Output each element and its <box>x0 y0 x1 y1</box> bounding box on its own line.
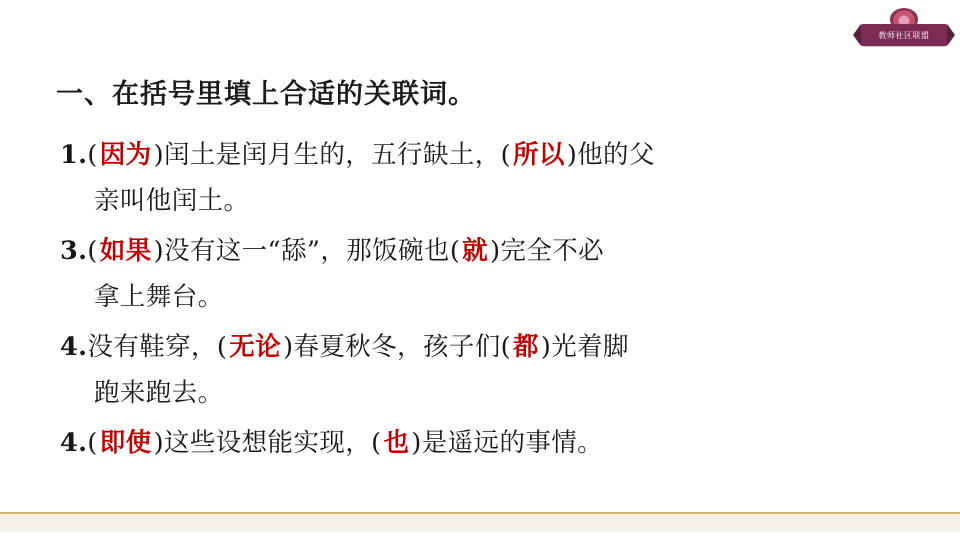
question-line <box>60 324 910 370</box>
question-text: )完全不必 <box>490 236 605 266</box>
footer-band-inner <box>0 532 960 540</box>
answer-text: 无论 <box>229 332 282 362</box>
question-item <box>60 324 910 416</box>
question-list <box>60 132 910 470</box>
page-title: 一、在括号里填上合适的关联词。 <box>56 79 476 110</box>
question-text: 拿上舞台。 <box>94 282 224 312</box>
question-text: 没有鞋穿，( <box>87 332 228 362</box>
badge-label: 教师社区联盟 <box>878 30 930 40</box>
question-number: 4. <box>60 332 88 362</box>
logo-badge <box>858 6 950 50</box>
answer-text: 都 <box>513 332 539 362</box>
question-text: )这些设想能实现，( <box>153 428 382 458</box>
question-line <box>60 370 910 416</box>
answer-text: 也 <box>383 428 410 458</box>
question-item <box>60 228 910 320</box>
answer-text: 所以 <box>513 140 565 170</box>
question-number: 3. <box>60 236 88 266</box>
question-text: ( <box>87 428 98 458</box>
answer-text: 因为 <box>99 140 152 170</box>
question-number: 4. <box>60 428 88 458</box>
question-line <box>60 228 910 274</box>
question-line <box>60 132 910 178</box>
question-text: 跑来跑去。 <box>94 378 224 408</box>
question-text: ( <box>87 140 98 170</box>
answer-text: 即使 <box>99 428 152 458</box>
question-text: ( <box>87 236 98 266</box>
question-text: )光着脚 <box>540 332 629 362</box>
question-item <box>60 420 910 466</box>
question-line <box>60 274 910 320</box>
question-text: 亲叫他闰土。 <box>94 186 250 216</box>
question-number: 1. <box>60 140 88 170</box>
question-text: )春夏秋冬，孩子们( <box>283 332 511 362</box>
question-line <box>60 420 910 466</box>
footer-band <box>0 512 960 540</box>
question-item <box>60 132 910 224</box>
answer-text: 就 <box>462 236 489 266</box>
question-text: )是遥远的事情。 <box>411 428 604 458</box>
answer-text: 如果 <box>99 236 152 266</box>
question-text: )没有这一“舔”，那饭碗也( <box>153 236 461 266</box>
question-text: )他的父 <box>566 140 655 170</box>
badge-ribbon <box>861 24 947 46</box>
question-line <box>60 178 910 224</box>
question-text: )闰土是闰月生的，五行缺土，( <box>153 140 511 170</box>
